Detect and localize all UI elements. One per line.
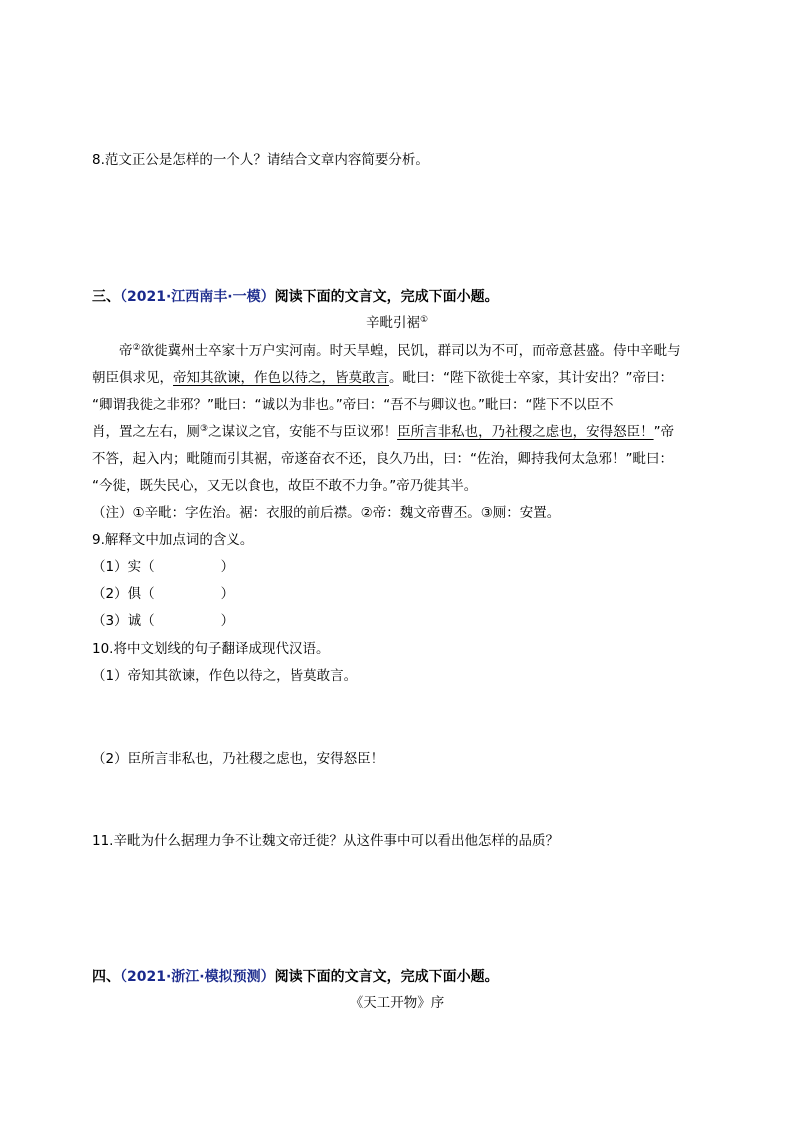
section-3-heading <box>92 287 499 307</box>
section-4-heading <box>92 967 499 987</box>
section-4-passage-title: 《天工开物》序 <box>349 995 445 1011</box>
passage-line-5: 不答，起入内；毗随而引其裾，帝遂奋衣不还，良久乃出，曰：“佐治，卿持我何太急邪！”毗曰： <box>92 451 673 467</box>
question-9-item-2: （2）俱（ ） <box>92 586 235 602</box>
question-10-stem: 10.将中文划线的句子翻译成现代汉语。 <box>92 641 330 657</box>
section-3-instruction: 阅读下面的文言文，完成下面小题。 <box>274 289 499 305</box>
passage-title-note: ① <box>419 315 429 325</box>
question-8: 8.范文正公是怎样的一个人？请结合文章内容简要分析。 <box>92 152 429 168</box>
passage-line-6: “今徙，既失民心，又无以食也，故臣不敢不力争。”帝乃徙其半。 <box>92 478 478 494</box>
question-9-stem: 9.解释文中加点词的含义。 <box>92 532 254 548</box>
passage-line-3: “卿谓我徙之非邪？”毗曰：“诚以为非也。”帝曰：“吾不与卿议也。”毗曰：“陛下不以臣不 <box>92 397 614 413</box>
passage-line-1: 帝②欲徙冀州士卒家十万户实河南。时天旱蝗，民饥，群司以为不可，而帝意甚盛。侍中辛毗与 <box>119 343 681 359</box>
section-4-number: 四、 <box>92 969 120 985</box>
question-11: 11.辛毗为什么据理力争不让魏文帝迁徙？从这件事中可以看出他怎样的品质？ <box>92 833 559 849</box>
passage-line-4: 肖，置之左右，厕③之谋议之官，安能不与臣议邪！臣所言非私也，乃社稷之虑也，安得怒臣！”帝 <box>92 424 675 440</box>
passage-line-2: 朝臣俱求见，帝知其欲谏，作色以待之，皆莫敢言。毗曰：“陛下欲徙士卒家，其计安出？”帝曰： <box>92 370 673 386</box>
question-10-item-1: （1）帝知其欲谏，作色以待之，皆莫敢言。 <box>92 668 358 684</box>
section-3-source: （2021·江西南丰·一模） <box>120 289 275 305</box>
section-3-number: 三、 <box>92 289 120 305</box>
passage-note: （注）①辛毗：字佐治。裾：衣服的前后襟。②帝：魏文帝曹丕。③厕：安置。 <box>92 505 561 521</box>
section-4-instruction: 阅读下面的文言文，完成下面小题。 <box>274 969 499 985</box>
passage-title: 辛毗引裾① <box>365 315 429 331</box>
underlined-sentence-1: 帝知其欲谏，作色以待之，皆莫敢言 <box>173 370 389 386</box>
question-9-item-1: （1）实（ ） <box>92 559 235 575</box>
underlined-sentence-2: 臣所言非私也，乃社稷之虑也，安得怒臣！ <box>397 424 654 440</box>
question-9-item-3: （3）诚（ ） <box>92 613 235 629</box>
question-10-item-2: （2）臣所言非私也，乃社稷之虑也，安得怒臣！ <box>92 751 385 767</box>
section-4-source: （2021·浙江·模拟预测） <box>120 969 275 985</box>
